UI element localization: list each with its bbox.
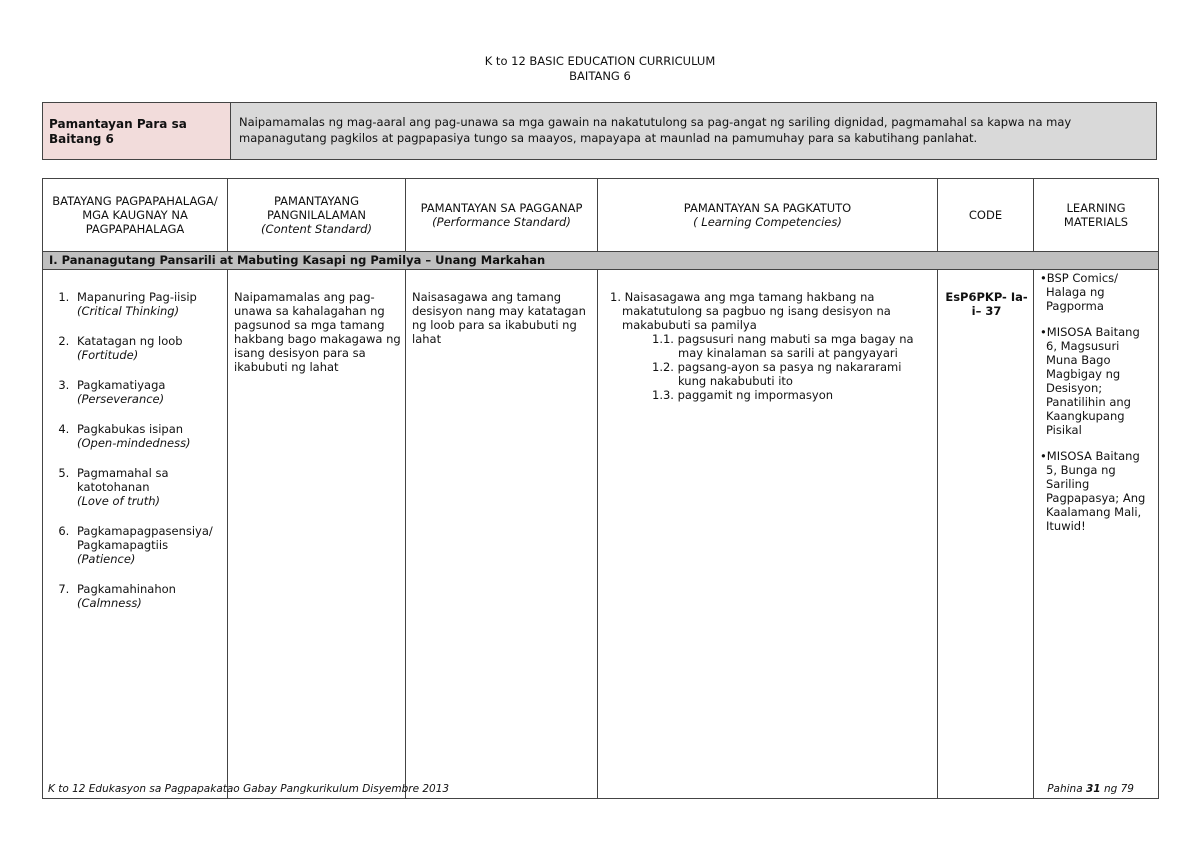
code-cell [938, 270, 1034, 799]
grade-standard-text: Naipamamalas ng mag-aaral ang pag-unawa sa mga gawain na nakatutulong sa pag-angat ng sariling dignidad, pagmamahal sa kapwa na may mapanagutang pagkilos at pagpapasiya tungo sa maayos, mapayapa at maunlad na pamumuhay para sa kabutihang panlahat. [231, 103, 1156, 159]
learning-competencies-cell [598, 270, 938, 799]
list-item: 1.3. paggamit ng impormasyon [652, 388, 834, 402]
list-item: 1. Mapanuring Pag-iisip (Critical Thinking) [73, 290, 223, 318]
core-values-cell [43, 270, 228, 799]
grade-standard-box [42, 102, 1157, 160]
values-list [49, 290, 223, 610]
header-learning-materials: LEARNING MATERIALS [1034, 179, 1159, 252]
title-line-1: K to 12 BASIC EDUCATION CURRICULUM [484, 54, 716, 68]
table-row [43, 270, 1159, 799]
performance-standard-text: Naisasagawa ang tamang desisyon nang may katatagan ng loob para sa ikabubuti ng lahat [412, 290, 586, 346]
header-code: CODE [938, 179, 1034, 252]
list-item: 6. Pagkamapagpasensiya/ Pagkamapagtiis (Patience) [73, 524, 223, 566]
list-item: 7. Pagkamahinahon (Calmness) [73, 582, 223, 610]
curriculum-table [42, 178, 1159, 799]
content-standard-cell [228, 270, 406, 799]
list-item: • BSP Comics/ Halaga ng Pagporma [1040, 271, 1154, 313]
section-row [43, 252, 1159, 270]
list-item: • MISOSA Baitang 5, Bunga ng Sariling Pagpapasya; Ang Kaalamang Mali, Ituwid! [1040, 449, 1154, 533]
header-content-standard: PAMANTAYANG PANGNILALAMAN (Content Standard) [228, 179, 406, 252]
list-item: 3. Pagkamatiyaga (Perseverance) [73, 378, 223, 406]
list-item: 4. Pagkabukas isipan (Open-mindedness) [73, 422, 223, 450]
materials-list [1040, 271, 1154, 533]
table-header-row [43, 179, 1159, 252]
performance-standard-cell [406, 270, 598, 799]
document-title [0, 54, 1200, 84]
header-performance-standard: PAMANTAYAN SA PAGGANAP (Performance Standard) [406, 179, 598, 252]
header-learning-competencies: PAMANTAYAN SA PAGKATUTO ( Learning Competencies) [598, 179, 938, 252]
competency-code: EsP6PKP- Ia-i– 37 [945, 290, 1028, 318]
section-title: I. Pananagutang Pansarili at Mabuting Kasapi ng Pamilya – Unang Markahan [43, 252, 1159, 270]
list-item: 2. Katatagan ng loob (Fortitude) [73, 334, 223, 362]
competency-main: 1. Naisasagawa ang mga tamang hakbang na makatutulong sa pagbuo ng isang desisyon na makabubuti sa pamilya [610, 290, 891, 332]
list-item: 1.2. pagsang-ayon sa pasya ng nakararami kung nakabubuti ito [652, 360, 902, 388]
learning-materials-cell [1034, 270, 1159, 799]
list-item: 5. Pagmamahal sa katotohanan (Love of truth) [73, 466, 223, 508]
title-line-2: BAITANG 6 [569, 69, 631, 83]
footer-page-number: Pahina 31 ng 79 [1047, 783, 1134, 795]
list-item: • MISOSA Baitang 6, Magsusuri Muna Bago Magbigay ng Desisyon; Panatilihin ang Kaangkupang Pisikal [1040, 325, 1154, 437]
content-standard-text: Naipamamalas ang pag-unawa sa kahalagahan ng pagsunod sa mga tamang hakbang bago makagawa ng isang desisyon para sa ikabubuti ng lahat [234, 290, 401, 374]
footer-document-name: K to 12 Edukasyon sa Pagpapakatao Gabay Pangkurikulum Disyembre 2013 [48, 783, 450, 795]
grade-standard-label: Pamantayan Para sa Baitang 6 [43, 103, 231, 159]
list-item: 1.1. pagsusuri nang mabuti sa mga bagay na may kinalaman sa sarili at pangyayari [652, 332, 914, 360]
competency-sub-list [652, 332, 933, 402]
header-core-values: BATAYANG PAGPAPAHALAGA/ MGA KAUGNAY NA PAGPAPAHALAGA [43, 179, 228, 252]
